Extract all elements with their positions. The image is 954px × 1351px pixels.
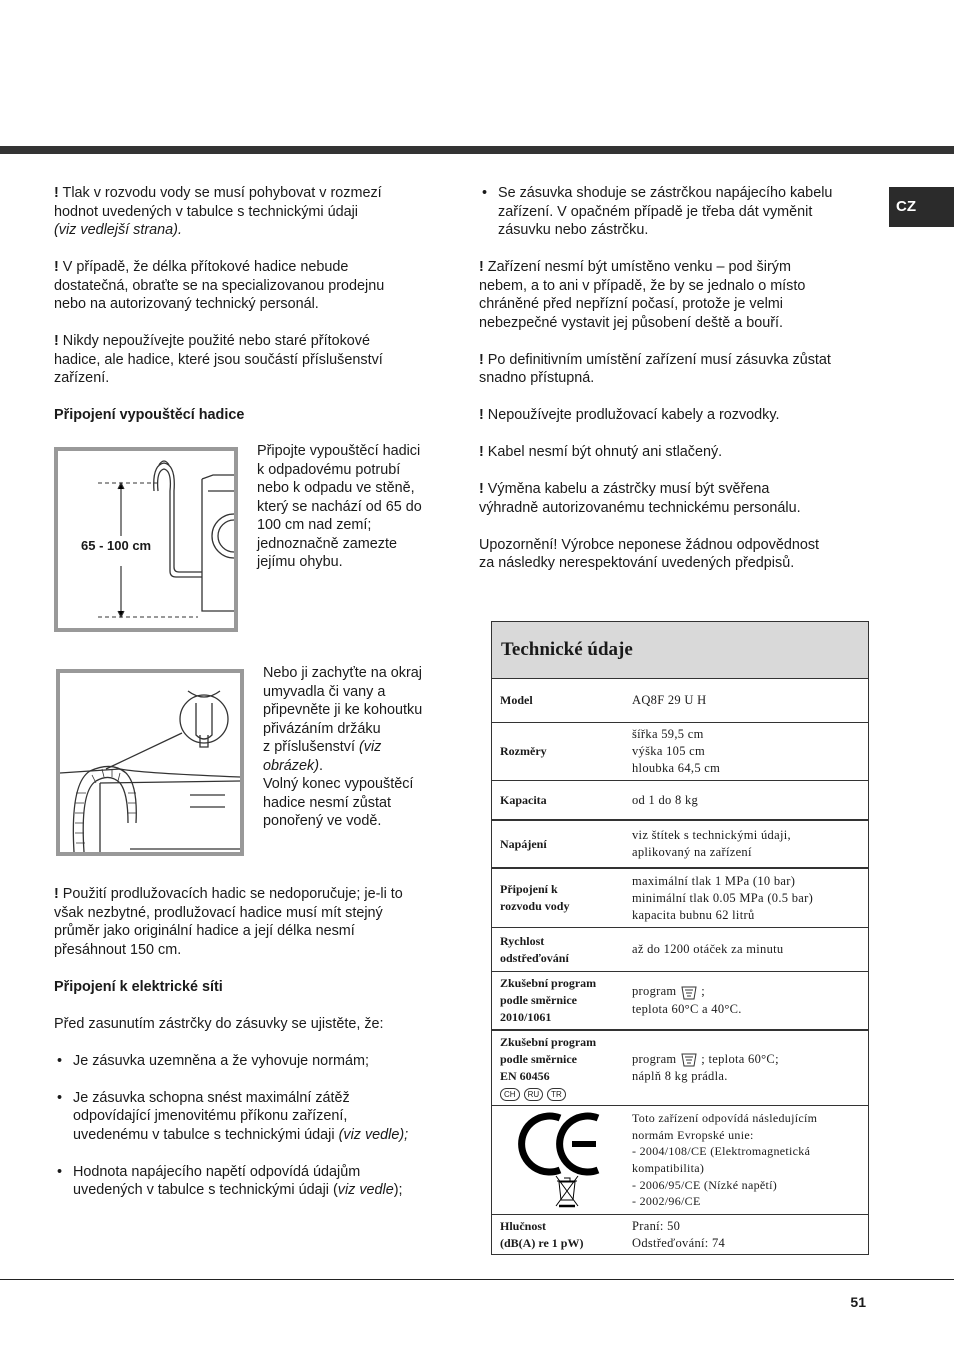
text: Nebo ji zachyťte na okraj xyxy=(263,665,422,681)
text: ponořený ve vodě. xyxy=(263,813,382,829)
text: hadice, ale hadice, které jsou součástí příslušenství xyxy=(54,351,383,368)
text: přivázáním držáku xyxy=(263,720,381,737)
list-item xyxy=(479,184,871,240)
text: Po definitivním umístění zařízení musí zásuvka zůstat xyxy=(483,351,831,368)
row-label: Model xyxy=(500,693,533,707)
text: náplň 8 kg prádla. xyxy=(632,1069,728,1084)
text: šířka 59,5 cm xyxy=(632,727,704,741)
text: přesáhnout 150 cm. xyxy=(54,941,182,958)
text: ; teplota 60°C; xyxy=(697,1051,779,1066)
text: podle směrnice xyxy=(500,1052,577,1066)
row-label xyxy=(492,933,632,967)
text: program xyxy=(632,1051,680,1066)
text: jednoznačně zamezte xyxy=(257,535,397,552)
right-column xyxy=(479,184,871,573)
spec-row-dimensions xyxy=(492,723,868,781)
spec-row-ce xyxy=(492,1106,868,1215)
row-label xyxy=(492,975,632,1026)
text: Zkušební program xyxy=(500,1035,597,1049)
text: aplikovaný na zařízení xyxy=(632,845,752,859)
text: hloubka 64,5 cm xyxy=(632,761,721,775)
warning-mark: ! xyxy=(479,259,484,275)
text: (viz xyxy=(358,739,382,755)
spec-row-test1 xyxy=(492,972,868,1031)
row-value xyxy=(632,827,868,861)
text: V případě, že délka přítokové hadice nebude xyxy=(58,259,349,275)
text: připevněte ji ke kohoutku xyxy=(263,702,423,718)
text: Kabel nesmí být ohnutý ani stlačený. xyxy=(483,444,723,460)
text: chráněné před nepřízní počasí, protože je velmi xyxy=(479,296,783,312)
text: ; xyxy=(697,984,706,999)
row-label: Rozměry xyxy=(500,744,547,758)
row-value xyxy=(632,983,868,1017)
spec-row-power xyxy=(492,821,868,869)
row-value xyxy=(632,1110,868,1210)
spec-row-noise xyxy=(492,1215,868,1255)
text: viz vedle xyxy=(337,1182,394,1198)
text: hodnot uvedených v tabulce s technickými údaji xyxy=(54,203,358,220)
warning-mark: ! xyxy=(54,333,59,349)
text: Toto zařízení odpovídá následujícím xyxy=(632,1111,818,1126)
text: Zkušební program xyxy=(500,976,597,990)
left-column xyxy=(54,184,444,425)
text: 2010/1061 xyxy=(500,1010,552,1024)
row-label xyxy=(492,1034,632,1102)
text: Praní: 50 xyxy=(632,1219,681,1233)
text: minimální tlak 0.05 MPa (0.5 bar) xyxy=(632,890,814,905)
text: výška 105 cm xyxy=(632,744,706,758)
height-label: 65 - 100 cm xyxy=(81,538,152,553)
text: k odpadovému potrubí xyxy=(257,461,401,478)
row-value: AQ8F 29 U H xyxy=(632,693,707,707)
warning-mark: ! xyxy=(479,351,484,368)
text: zásuvku nebo zástrčku. xyxy=(498,222,649,238)
row-label xyxy=(492,1218,632,1252)
text: snadno přístupná. xyxy=(479,370,595,386)
text: Zařízení nesmí být umístěno venku – pod širým xyxy=(483,259,791,275)
text: hadice nesmí zůstat xyxy=(263,794,391,811)
text: Připojení k xyxy=(500,882,558,896)
text: normám Evropské unie: xyxy=(632,1127,754,1142)
ce-marks xyxy=(492,1106,632,1215)
figure2-caption xyxy=(263,664,453,831)
text: teplota 60°C a 40°C. xyxy=(632,1001,742,1016)
figure-drain-wall xyxy=(54,447,238,632)
text: Výměna kabelu a zástrčky musí být svěřena xyxy=(483,481,770,497)
text: výhradně autorizovanému technickému personálu. xyxy=(479,499,801,516)
heading-electric: Připojení k elektrické síti xyxy=(54,978,223,995)
eco-program-icon xyxy=(680,985,698,1001)
text: dostatečná, obraťte se na specializovanou prodejnu xyxy=(54,277,385,294)
country-badge: RU xyxy=(524,1088,544,1101)
eco-program-icon xyxy=(680,1052,698,1068)
text: obrázek) xyxy=(263,757,319,774)
spec-row-model xyxy=(492,679,868,723)
text: . xyxy=(319,757,323,774)
text: odpovídající jmenovitému příkonu zařízení, xyxy=(73,1108,348,1124)
text: zařízení. xyxy=(54,370,110,386)
text: Rychlost xyxy=(500,933,545,948)
text: viz štítek s technickými údaji, xyxy=(632,828,791,842)
text: (viz vedlejší strana). xyxy=(54,222,182,238)
text: Hlučnost xyxy=(500,1219,547,1233)
text: odstřeďování xyxy=(500,950,569,965)
spec-title: Technické údaje xyxy=(492,622,868,679)
language-badge: CZ xyxy=(889,187,954,227)
text: - 2006/95/CE (Nízké napětí) xyxy=(632,1177,778,1192)
row-value: od 1 do 8 kg xyxy=(632,792,699,807)
text: - 2004/108/CE (Elektromagnetická xyxy=(632,1144,811,1159)
text: Nikdy nepoužívejte použité nebo staré přítokové xyxy=(58,333,370,349)
text: program xyxy=(632,984,680,999)
list-item xyxy=(54,1089,449,1145)
text: Před zasunutím zástrčky do zásuvky se ujistěte, že: xyxy=(54,1015,384,1032)
spec-row-capacity xyxy=(492,781,868,821)
text: Tlak v rozvodu vody se musí pohybovat v rozmezí xyxy=(58,185,382,201)
heading-drain-hose: Připojení vypouštěcí hadice xyxy=(54,407,245,423)
text: jejímu ohybu. xyxy=(257,554,343,570)
row-label: Napájení xyxy=(500,836,547,851)
list-item xyxy=(54,1163,449,1200)
row-value xyxy=(632,1218,868,1252)
paragraph-hose-length xyxy=(54,258,444,277)
row-value: až do 1200 otáček za minutu xyxy=(632,942,784,956)
text: nebem, a to ani v případě, že by se jednalo o místo xyxy=(479,277,806,294)
text: za následky nerespektování uvedených předpisů. xyxy=(479,555,795,571)
country-badge: CH xyxy=(500,1088,520,1101)
warning-mark: ! xyxy=(479,481,484,497)
text: 100 cm nad zemí; xyxy=(257,517,372,533)
text: Připojte vypouštěcí hadici xyxy=(257,443,421,459)
text: Použití prodlužovacích hadic se nedoporučuje; je-li to xyxy=(58,886,403,902)
warning-mark: ! xyxy=(54,886,59,902)
text: kompatibilita) xyxy=(632,1161,705,1175)
text: podle směrnice xyxy=(500,993,577,1007)
page-number: 51 xyxy=(850,1294,866,1310)
text: uvedených v tabulce s technickými údaji ( xyxy=(73,1182,338,1198)
text: kapacita bubnu 62 litrů xyxy=(632,907,755,922)
spec-row-water xyxy=(492,869,868,928)
text: • Hodnota napájecího napětí odpovídá údajům xyxy=(73,1163,361,1180)
text: Upozornění! Výrobce neponese žádnou odpovědnost xyxy=(479,536,820,553)
warning-mark: ! xyxy=(479,407,484,423)
figure1-caption xyxy=(257,442,447,572)
text: ); xyxy=(393,1182,403,1198)
text: nebo k odpadu ve stěně, xyxy=(257,480,415,496)
warning-mark: ! xyxy=(54,185,59,201)
warning-mark: ! xyxy=(54,259,59,275)
text: (viz vedle); xyxy=(338,1126,409,1143)
top-bar xyxy=(0,146,954,154)
text: zařízení. V opačném případě je třeba dát vyměnit xyxy=(498,203,813,220)
text: • Se zásuvka shoduje se zástrčkou napájecího kabelu xyxy=(498,185,833,201)
text: Nepoužívejte prodlužovací kabely a rozvodky. xyxy=(483,407,780,423)
text: maximální tlak 1 MPa (10 bar) xyxy=(632,873,796,888)
text: umyvadla či vany a xyxy=(263,683,386,700)
ce-mark-icon xyxy=(492,1108,622,1213)
spec-table xyxy=(491,621,869,1255)
paragraph-pressure xyxy=(54,184,444,203)
text: Odstřeďování: 74 xyxy=(632,1236,726,1250)
spec-row-test2 xyxy=(492,1031,868,1106)
text: který se nachází od 65 do xyxy=(257,498,422,515)
text: EN 60456 xyxy=(500,1069,550,1083)
spec-row-spin xyxy=(492,928,868,972)
text: nebezpečné vystavit jej působení deště a bouří. xyxy=(479,314,784,331)
row-value xyxy=(632,726,868,777)
bottom-rule xyxy=(0,1279,954,1280)
sink-hose-illustration xyxy=(60,673,240,852)
text: uvedenému v tabulce s technickými údaji xyxy=(73,1126,339,1143)
figure-drain-sink xyxy=(56,669,244,856)
list-item: • Je zásuvka uzemněna a že vyhovuje normám; xyxy=(54,1052,449,1071)
row-value xyxy=(632,873,868,924)
text: rozvodu vody xyxy=(500,899,570,913)
row-label xyxy=(492,881,632,915)
left-column-lower xyxy=(54,885,449,1200)
text: z příslušenství xyxy=(263,739,359,755)
text: však nezbytné, prodlužovací hadice musí mít stejný xyxy=(54,904,383,921)
row-label: Kapacita xyxy=(500,792,547,807)
weee-bin-icon xyxy=(556,1176,578,1206)
country-badge: TR xyxy=(547,1088,566,1101)
text: průměr jako originální hadice a její délka nesmí xyxy=(54,923,355,939)
row-value xyxy=(632,1051,868,1085)
text: (dB(A) re 1 pW) xyxy=(500,1236,584,1250)
paragraph-old-hoses xyxy=(54,332,444,351)
text: - 2002/96/CE xyxy=(632,1194,701,1209)
text: • Je zásuvka schopna snést maximální zátěž xyxy=(73,1089,350,1106)
warning-mark: ! xyxy=(479,444,484,460)
text: Volný konec vypouštěcí xyxy=(263,776,414,792)
text: nebo na autorizovaný technický personál. xyxy=(54,296,319,312)
